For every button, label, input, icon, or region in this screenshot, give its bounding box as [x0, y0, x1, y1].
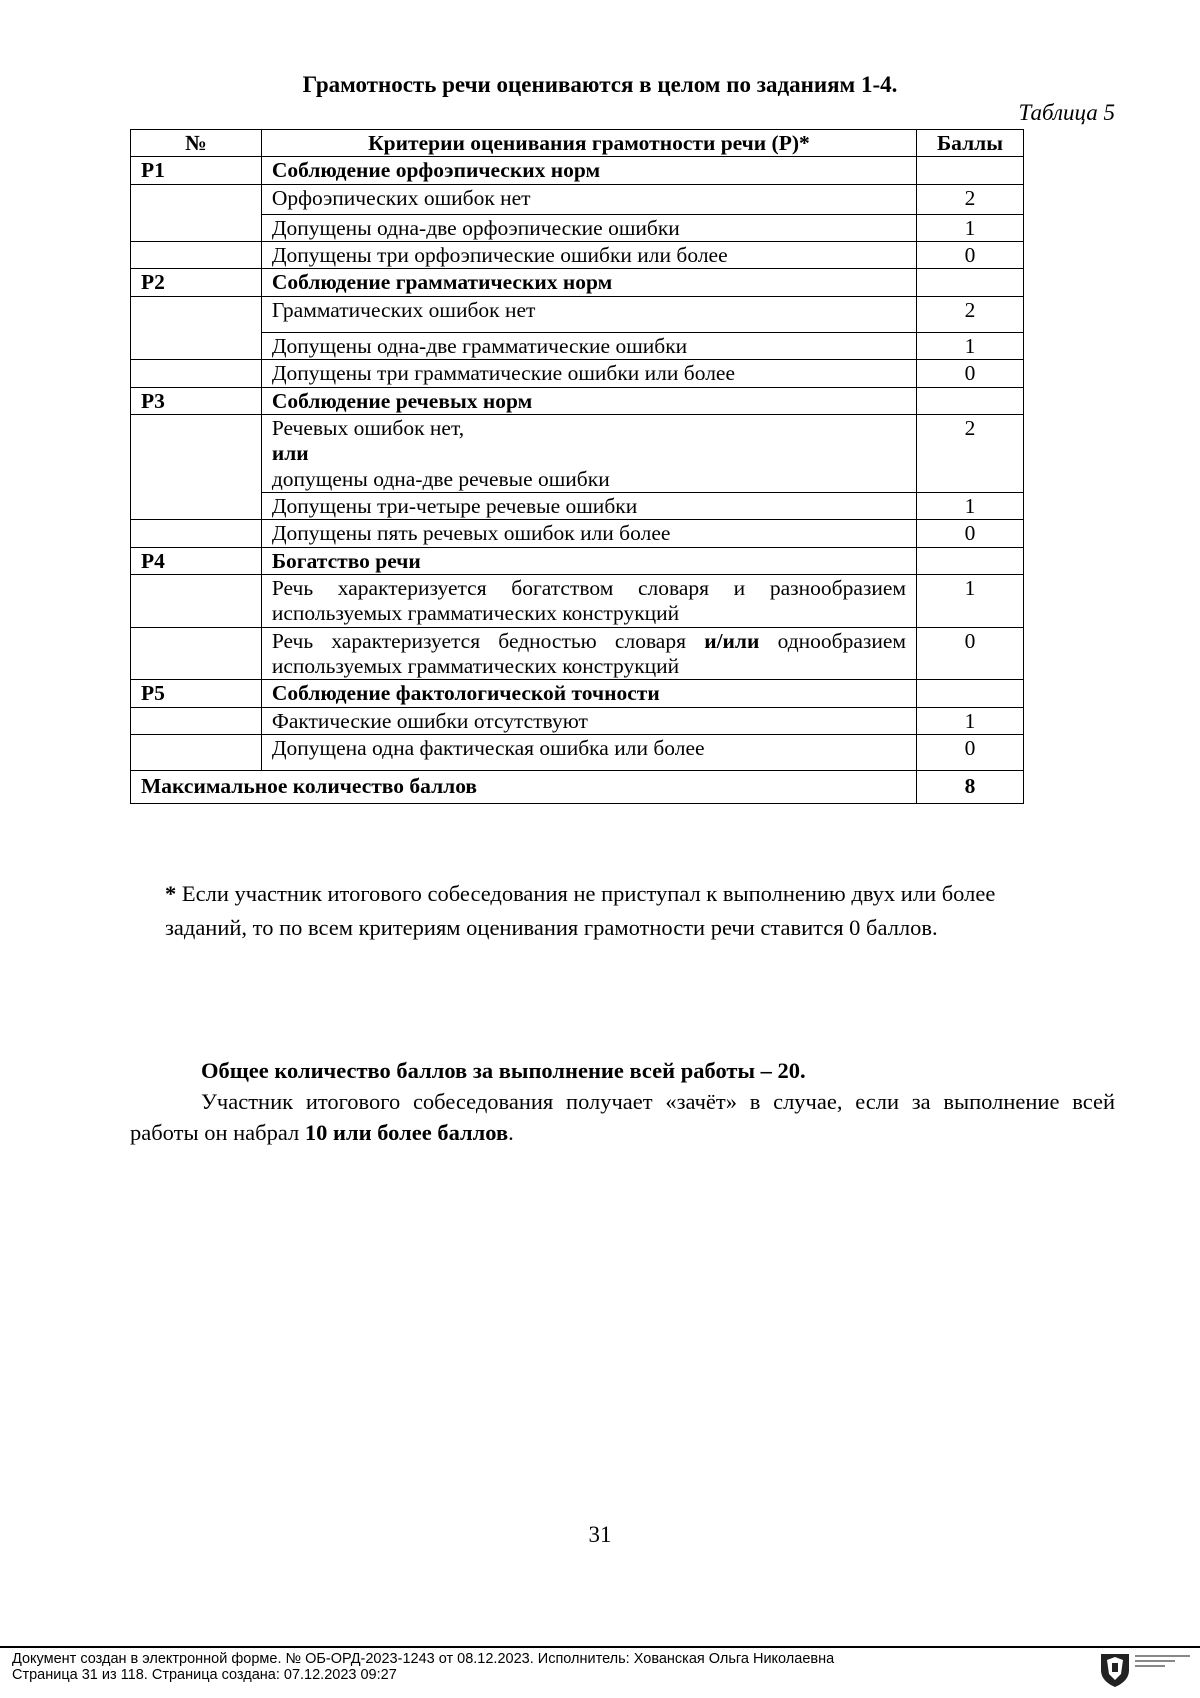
document-footer — [12, 1651, 1092, 1683]
column-header-number: № — [131, 130, 262, 157]
table-row — [131, 492, 1024, 519]
column-header-points: Баллы — [917, 130, 1024, 157]
footer-divider — [0, 1646, 1200, 1648]
empty-cell — [131, 184, 262, 241]
criteria-table — [130, 129, 1024, 804]
column-header-criteria: Критерии оценивания грамотности речи (Р)* — [261, 130, 916, 157]
criterion-points: 0 — [917, 242, 1024, 269]
section-title: Соблюдение речевых норм — [261, 387, 916, 414]
section-points-empty — [917, 680, 1024, 707]
section-id: Р4 — [131, 547, 262, 574]
table-row — [131, 296, 1024, 332]
pass-text-end: . — [508, 1120, 514, 1145]
criterion-points: 1 — [917, 492, 1024, 519]
total-value: 8 — [917, 771, 1024, 803]
section-id: Р1 — [131, 157, 262, 184]
footer-line-2: Страница 31 из 118. Страница создана: 07.12.2023 09:27 — [12, 1667, 397, 1683]
footer-line-1: Документ создан в электронной форме. № ОБ-ОРД-2023-1243 от 08.12.2023. Исполнитель: Хованская Ольга Николаевна — [12, 1651, 835, 1667]
footnote — [165, 877, 1065, 945]
criterion-text: Орфоэпических ошибок нет — [261, 184, 916, 214]
section-id: Р5 — [131, 680, 262, 707]
coat-of-arms-icon — [1098, 1650, 1132, 1688]
criterion-connector: и/или — [704, 628, 760, 653]
criterion-text: Грамматических ошибок нет — [261, 296, 916, 332]
table-row — [131, 332, 1024, 359]
criterion-points: 1 — [917, 707, 1024, 734]
page-number: 31 — [588, 1522, 612, 1547]
table-row — [131, 735, 1024, 771]
empty-cell — [131, 520, 262, 547]
criterion-line: Речевых ошибок нет, — [271, 415, 465, 440]
criterion-points: 0 — [917, 520, 1024, 547]
criterion-text — [261, 627, 916, 680]
section-title: Соблюдение фактологической точности — [261, 680, 916, 707]
section-points-empty — [917, 387, 1024, 414]
section-row-p2 — [131, 269, 1024, 296]
empty-cell — [131, 707, 262, 734]
criterion-text: Допущена одна фактическая ошибка или более — [261, 735, 916, 771]
pass-condition — [130, 1086, 1115, 1148]
empty-cell — [131, 296, 262, 359]
table-row — [131, 575, 1024, 628]
table-caption: Таблица 5 — [1018, 100, 1115, 125]
criterion-text — [261, 414, 916, 492]
table-row — [131, 184, 1024, 214]
table-row — [131, 414, 1024, 492]
total-label: Максимальное количество баллов — [131, 771, 917, 803]
footnote-text: Если участник итогового собеседования не приступал к выполнению двух или более заданий, то по всем критериям оценивания грамотности речи ставится 0 баллов. — [165, 881, 996, 940]
section-title: Соблюдение грамматических норм — [261, 269, 916, 296]
pass-text: Участник итогового собеседования получает «зачёт» в случае, если за выполнение всей работы он набрал — [130, 1089, 1115, 1145]
total-score-line — [130, 1055, 1115, 1086]
criterion-points: 0 — [917, 627, 1024, 680]
empty-cell — [131, 627, 262, 680]
criterion-text: Речь характеризуется богатством словаря и разнообразием используемых грамматических конструкций — [261, 575, 916, 628]
summary-block — [130, 1055, 1115, 1148]
table-row — [131, 242, 1024, 269]
total-row — [131, 771, 1024, 803]
section-points-empty — [917, 269, 1024, 296]
empty-cell — [131, 575, 262, 628]
criterion-connector: или — [271, 441, 309, 466]
section-heading: Грамотность речи оцениваются в целом по заданиям 1-4. — [302, 72, 898, 97]
empty-cell — [131, 242, 262, 269]
section-title: Богатство речи — [261, 547, 916, 574]
criterion-text: Допущены одна-две орфоэпические ошибки — [261, 214, 916, 241]
section-title: Соблюдение орфоэпических норм — [261, 157, 916, 184]
table-row — [131, 707, 1024, 734]
criterion-text-part: однообразием используемых грамматических конструкций — [271, 628, 907, 679]
footnote-marker: * — [165, 881, 177, 906]
criterion-text: Допущены одна-две грамматические ошибки — [261, 332, 916, 359]
section-id: Р2 — [131, 269, 262, 296]
table-header-row — [131, 130, 1024, 157]
section-points-empty — [917, 157, 1024, 184]
section-id: Р3 — [131, 387, 262, 414]
table-row — [131, 627, 1024, 680]
criterion-points: 0 — [917, 735, 1024, 771]
criterion-text: Допущены пять речевых ошибок или более — [261, 520, 916, 547]
criterion-text: Допущены три орфоэпические ошибки или более — [261, 242, 916, 269]
section-row-p1 — [131, 157, 1024, 184]
section-points-empty — [917, 547, 1024, 574]
empty-cell — [131, 414, 262, 519]
pass-threshold: 10 или более баллов — [304, 1120, 509, 1145]
total-score-text: Общее количество баллов за выполнение всей работы – 20. — [201, 1058, 806, 1083]
empty-cell — [131, 735, 262, 771]
criterion-points: 2 — [917, 414, 1024, 492]
table-row — [131, 214, 1024, 241]
criterion-points: 1 — [917, 214, 1024, 241]
empty-cell — [131, 360, 262, 387]
criterion-text: Фактические ошибки отсутствуют — [261, 707, 916, 734]
criterion-points: 1 — [917, 575, 1024, 628]
criterion-points: 0 — [917, 360, 1024, 387]
table-row — [131, 360, 1024, 387]
criterion-points: 2 — [917, 296, 1024, 332]
criterion-text: Допущены три-четыре речевые ошибки — [261, 492, 916, 519]
organization-mark — [1135, 1653, 1195, 1670]
criterion-text: Допущены три грамматические ошибки или более — [261, 360, 916, 387]
section-row-p4 — [131, 547, 1024, 574]
section-row-p3 — [131, 387, 1024, 414]
section-row-p5 — [131, 680, 1024, 707]
criterion-points: 1 — [917, 332, 1024, 359]
table-row — [131, 520, 1024, 547]
criterion-text-part: Речь характеризуется бедностью словаря — [271, 628, 686, 653]
criterion-line: допущены одна-две речевые ошибки — [271, 466, 610, 491]
criterion-points: 2 — [917, 184, 1024, 214]
